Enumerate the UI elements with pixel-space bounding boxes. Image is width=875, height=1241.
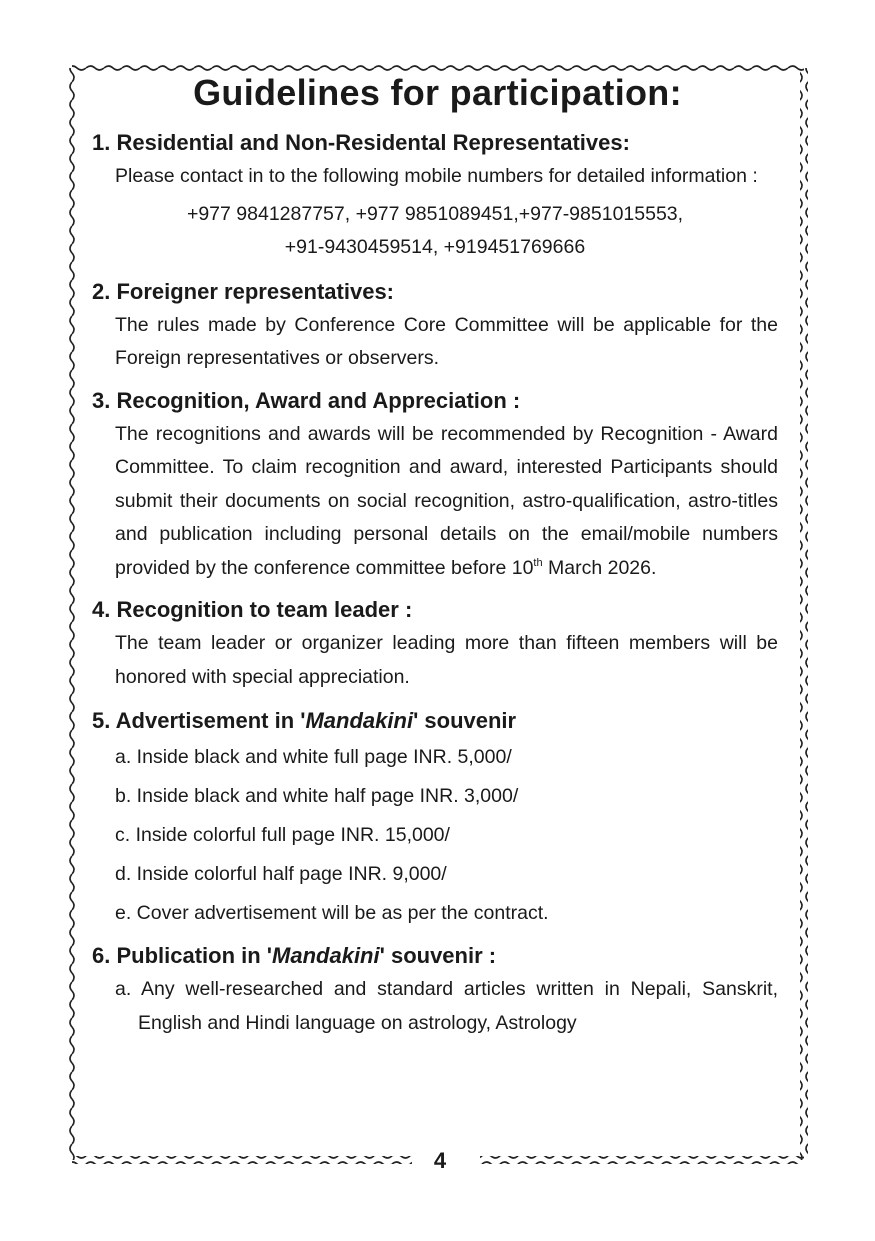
section-body: The team leader or organizer leading more than fifteen members will be honored with special appreciation.	[115, 632, 778, 688]
section-recognition-award	[92, 384, 778, 586]
souvenir-name: Mandakini	[272, 943, 380, 968]
section-body	[115, 418, 778, 586]
list-item: d. Inside colorful half page INR. 9,000/	[115, 863, 447, 885]
body-text-end: March 2026.	[542, 556, 657, 579]
phone-numbers-line: +91-9430459514, +919451769666	[284, 236, 586, 258]
phone-numbers-line: +977 9841287757, +977 9851089451,+977-9851015553,	[186, 202, 684, 225]
section-heading: 1. Residential and Non-Residental Representatives:	[92, 130, 630, 155]
section-advertisement	[92, 704, 778, 933]
section-residential	[92, 126, 778, 265]
ordinal-suffix: th	[533, 556, 543, 569]
section-foreigner	[92, 275, 778, 376]
section-team-leader	[92, 593, 778, 694]
heading-text: ' souvenir	[413, 708, 517, 733]
list-item: e. Cover advertisement will be as per the contract.	[115, 902, 549, 924]
heading-text: 5. Advertisement in '	[92, 708, 306, 733]
section-heading: 4. Recognition to team leader :	[92, 597, 413, 622]
section-heading	[92, 939, 778, 973]
heading-text: 6. Publication in '	[92, 943, 273, 968]
list-item: a. Inside black and white full page INR. 5,000/	[115, 746, 512, 768]
list-item: c. Inside colorful full page INR. 15,000/	[115, 824, 450, 846]
body-text: The recognitions and awards will be recommended by Recognition - Award Committee. To claim recognition and award, interested Participants should submit their documents on social recognition, astro-qualification, astro-titles and publication including personal details on the email/mobile numbers provided by the conference committee before 10	[115, 422, 778, 579]
section-heading: 3. Recognition, Award and Appreciation :	[92, 387, 521, 413]
guidelines-content	[92, 126, 778, 1040]
list-item: a. Any well-researched and standard articles written in Nepali, Sanskrit, English and Hindi language on astrology, Astrology	[115, 978, 778, 1034]
section-heading	[92, 704, 778, 738]
page-title: Guidelines for participation:	[193, 72, 682, 113]
section-body: The rules made by Conference Core Committee will be applicable for the Foreign representatives or observers.	[115, 313, 778, 369]
section-publication	[92, 939, 778, 1040]
section-body: Please contact in to the following mobile numbers for detailed information :	[115, 165, 758, 187]
page-number: 4	[420, 1148, 460, 1174]
section-heading: 2. Foreigner representatives:	[92, 278, 395, 304]
list-item: b. Inside black and white half page INR. 3,000/	[115, 785, 519, 807]
heading-text: ' souvenir :	[379, 943, 497, 968]
souvenir-name: Mandakini	[305, 708, 414, 733]
